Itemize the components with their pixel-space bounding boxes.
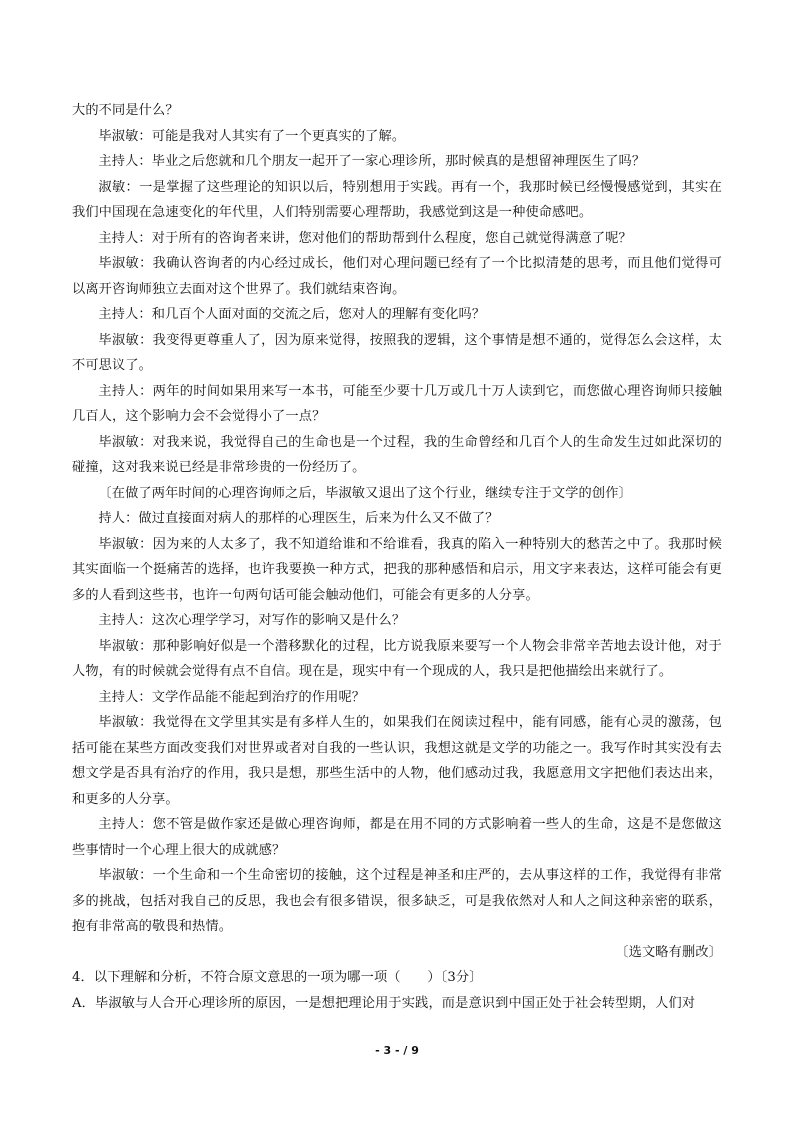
article-body [72,98,722,940]
paragraph: 毕淑敏：对我来说，我觉得自己的生命也是一个过程，我的生命曾经和几百个人的生命发生过如此深切的碰撞，这对我来说已经是非常珍贵的一份经历了。 [72,434,722,475]
paragraph: 主持人：两年的时间如果用来写一本书，可能至少要十几万或几十万人读到它，而您做心理咨询师只接触几百人，这个影响力会不会觉得小了一点？ [72,383,722,424]
paragraph: 毕淑敏：因为来的人太多了，我不知道给谁和不给谁看，我真的陷入一种特别大的愁苦之中了。我那时候其实面临一个挺痛苦的选择，也许我要换一种方式，把我的那种感悟和启示，用文字来表达，这样可能会有更多的人看到这些书，也许一句两句话可能会触动他们，可能会有更多的人分享。 [72,536,722,603]
source-note: 〔选文略有删改〕 [615,944,722,960]
paragraph: 毕淑敏：我变得更尊重人了，因为原来觉得，按照我的逻辑，这个事情是想不通的，觉得怎么会这样，太不可思议了。 [72,332,722,373]
option-a: A．毕淑敏与人合开心理诊所的原因，一是想把理论用于实践，而是意识到中国正处于社会转型期，人们对 [72,995,696,1011]
paragraph: 大的不同是什么？ [72,103,179,118]
paragraph: 毕淑敏：可能是我对人其实有了一个更真实的了解。 [98,128,406,144]
paragraph: 毕淑敏：那种影响好似是一个潜移默化的过程，比方说我原来要写一个人物会非常辛苦地去设计他，对于人物，有的时候就会觉得有点不自信。现在是，现实中有一个现成的人，我只是把他描绘出来就行了。 [72,638,722,679]
page-number: - 3 - / 9 [375,1044,419,1057]
paragraph: 主持人：对于所有的咨询者来讲，您对他们的帮助帮到什么程度，您自己就觉得满意了呢？ [98,230,632,246]
paragraph: 〔在做了两年时间的心理咨询师之后，毕淑敏又退出了这个行业，继续专注于文学的创作〕 [98,485,632,501]
question-4: 4．以下理解和分析，不符合原文意思的一项为哪一项（ ）〔3分〕 [72,970,483,985]
paragraph: 主持人：毕业之后您就和几个朋友一起开了一家心理诊所，那时候真的是想留神理医生了吗？ [98,154,646,169]
paragraph: 主持人：和几百个人面对面的交流之后，您对人的理解有变化吗？ [98,307,486,322]
paragraph: 持人：做过直接面对病人的那样的心理医生，后来为什么又不做了？ [98,511,499,526]
paragraph: 毕淑敏：我觉得在文学里其实是有多样人生的，如果我们在阅读过程中，能有同感，能有心灵的激荡，包括可能在某些方面改变我们对世界或者对自我的一些认识，我想这就是文学的功能之一。我写作时其实没有去想文学是否具有治疗的作用，我只是想，那些生活中的人物，他们感动过我，我愿意用文字把他们表达出来，和更多的人分享。 [72,715,722,807]
paragraph: 毕淑敏：我确认咨询者的内心经过成长，他们对心理问题已经有了一个比拟清楚的思考，而且他们觉得可以离开咨询师独立去面对这个世界了。我们就结束咨询。 [72,256,722,297]
paragraph: 主持人：您不管是做作家还是做心理咨询师，都是在用不同的方式影响着一些人的生命，这是不是您做这些事情时一个心理上很大的成就感？ [72,817,722,858]
paragraph: 淑敏：一是掌握了这些理论的知识以后，特别想用于实践。再有一个，我那时候已经慢慢感觉到，其实在我们中国现在急速变化的年代里，人们特别需要心理帮助，我感觉到这是一种使命感吧。 [72,179,722,220]
paragraph: 主持人：这次心理学学习，对写作的影响又是什么？ [98,613,406,628]
paragraph: 毕淑敏：一个生命和一个生命密切的接触，这个过程是神圣和庄严的，去从事这样的工作，我觉得有非常多的挑战，包括对我自己的反思，我也会有很多错误，很多缺乏，可是我依然对人和人之间这种亲密的联系，抱有非常高的敬畏和热情。 [72,868,722,934]
paragraph: 主持人：文学作品能不能起到治疗的作用呢？ [98,689,366,705]
